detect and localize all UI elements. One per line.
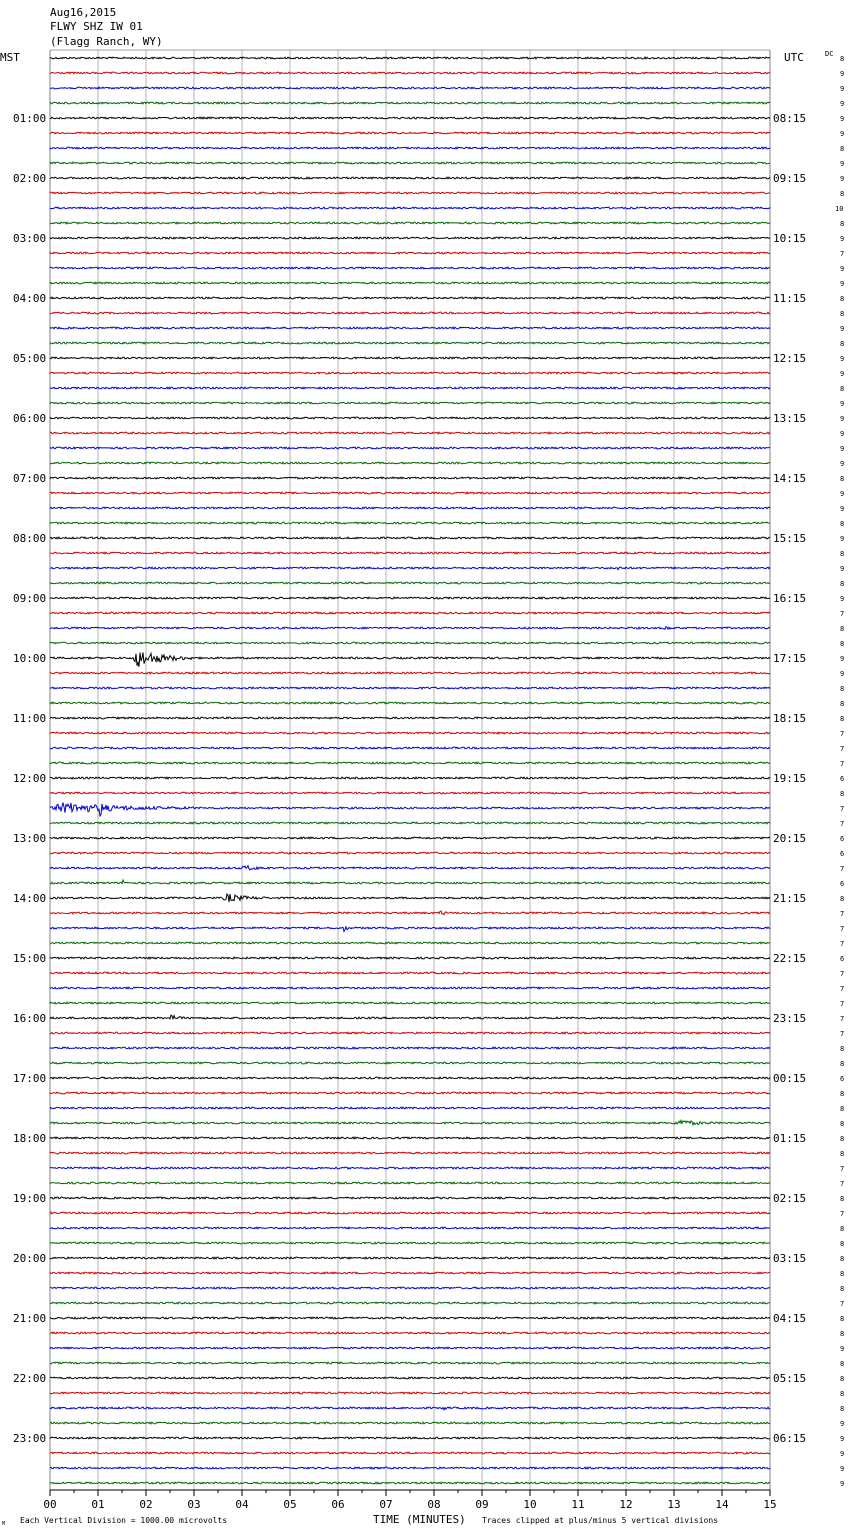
trace-line xyxy=(50,894,770,902)
trace-line xyxy=(50,222,770,224)
trace-line xyxy=(50,1152,770,1154)
trace-line xyxy=(50,57,770,59)
dc-value: 9 xyxy=(840,115,845,123)
dc-value: 7 xyxy=(840,1180,845,1188)
dc-value: 7 xyxy=(840,940,845,948)
dc-value: 7 xyxy=(840,1165,845,1173)
x-tick-label: 08 xyxy=(427,1498,441,1511)
dc-value: 8 xyxy=(840,145,845,153)
dc-value: 6 xyxy=(840,835,845,843)
trace-line xyxy=(50,387,770,389)
dc-value: 8 xyxy=(840,1315,845,1323)
hour-label-left: 08:00 xyxy=(13,532,47,545)
trace-line xyxy=(50,1452,770,1454)
trace-line xyxy=(50,837,770,839)
dc-value: 8 xyxy=(840,520,845,528)
trace-line xyxy=(50,1167,770,1169)
dc-value: 8 xyxy=(840,1135,845,1143)
trace-line xyxy=(50,672,770,674)
dc-value: 9 xyxy=(840,160,845,168)
hour-label-right: 22:15 xyxy=(773,952,807,965)
dc-value: 9 xyxy=(840,175,845,183)
dc-value: 8 xyxy=(840,190,845,198)
trace-line xyxy=(50,880,770,884)
hour-label-left: 07:00 xyxy=(13,472,47,485)
trace-line xyxy=(50,1377,770,1379)
hour-label-right: 19:15 xyxy=(773,772,807,785)
dc-value: 8 xyxy=(840,625,845,633)
trace-line xyxy=(50,866,770,870)
dc-value: 6 xyxy=(840,850,845,858)
hour-label-left: 01:00 xyxy=(13,112,47,125)
hour-label-right: 14:15 xyxy=(773,472,807,485)
dc-value: 7 xyxy=(840,730,845,738)
dc-value: 8 xyxy=(840,295,845,303)
trace-line xyxy=(50,1197,770,1199)
dc-value: 8 xyxy=(840,340,845,348)
date-label: Aug16,2015 xyxy=(50,6,117,19)
trace-line xyxy=(50,72,770,74)
station-label: FLWY SHZ IW 01 xyxy=(50,20,143,33)
hour-label-right: 11:15 xyxy=(773,292,807,305)
dc-value: 9 xyxy=(840,1450,845,1458)
trace-line xyxy=(50,492,770,494)
trace-line xyxy=(50,297,770,299)
dc-value: 9 xyxy=(840,655,845,663)
trace-line xyxy=(50,162,770,164)
dc-value: 7 xyxy=(840,1015,845,1023)
x-tick-label: 06 xyxy=(331,1498,345,1511)
trace-line xyxy=(50,642,770,644)
dc-value: 7 xyxy=(840,250,845,258)
dc-value: 9 xyxy=(840,400,845,408)
x-tick-label: 10 xyxy=(523,1498,537,1511)
dc-value: 8 xyxy=(840,1390,845,1398)
trace-line xyxy=(50,687,770,689)
trace-line xyxy=(50,1077,770,1079)
trace-line xyxy=(50,402,770,404)
x-tick-label: 13 xyxy=(667,1498,681,1511)
trace-line xyxy=(50,1362,770,1364)
dc-value: 9 xyxy=(840,70,845,78)
hour-label-right: 12:15 xyxy=(773,352,807,365)
x-tick-label: 03 xyxy=(187,1498,201,1511)
hour-label-left: 13:00 xyxy=(13,832,47,845)
hour-label-left: 20:00 xyxy=(13,1252,47,1265)
dc-value: 6 xyxy=(840,880,845,888)
trace-line xyxy=(50,1272,770,1274)
hour-label-left: 18:00 xyxy=(13,1132,47,1145)
dc-value: 7 xyxy=(840,610,845,618)
dc-value: 8 xyxy=(840,685,845,693)
hour-label-left: 19:00 xyxy=(13,1192,47,1205)
x-tick-label: 15 xyxy=(763,1498,777,1511)
dc-value: 8 xyxy=(840,1105,845,1113)
x-tick-label: 14 xyxy=(715,1498,729,1511)
trace-line xyxy=(50,803,770,816)
x-tick-label: 12 xyxy=(619,1498,633,1511)
trace-line xyxy=(50,1422,770,1424)
dc-value: 8 xyxy=(840,55,845,63)
trace-line xyxy=(50,822,770,824)
hour-label-left: 12:00 xyxy=(13,772,47,785)
trace-line xyxy=(50,1482,770,1484)
trace-line xyxy=(50,462,770,464)
hour-label-left: 14:00 xyxy=(13,892,47,905)
x-tick-label: 04 xyxy=(235,1498,249,1511)
dc-value: 7 xyxy=(840,1300,845,1308)
trace-line xyxy=(50,567,770,570)
hour-label-left: 15:00 xyxy=(13,952,47,965)
trace-line xyxy=(50,432,770,434)
trace-line xyxy=(50,552,770,554)
trace-line xyxy=(50,762,770,764)
trace-line xyxy=(50,1107,770,1109)
dc-value: 8 xyxy=(840,1195,845,1203)
trace-line xyxy=(50,1332,770,1334)
dc-value: 8 xyxy=(840,1225,845,1233)
hour-label-left: 02:00 xyxy=(13,172,47,185)
trace-layer xyxy=(50,57,770,1484)
trace-line xyxy=(50,477,770,479)
trace-line xyxy=(50,177,770,179)
corner-mark: M xyxy=(2,1521,6,1527)
trace-line xyxy=(50,1092,770,1094)
trace-line xyxy=(50,1467,770,1469)
hour-label-left: 17:00 xyxy=(13,1072,47,1085)
location-label: (Flagg Ranch, WY) xyxy=(50,35,163,48)
hour-label-right: 05:15 xyxy=(773,1372,807,1385)
dc-value: 8 xyxy=(840,790,845,798)
trace-line xyxy=(50,102,770,104)
trace-line xyxy=(50,1287,770,1289)
trace-line xyxy=(50,1182,770,1184)
dc-value: 9 xyxy=(840,1420,845,1428)
trace-line xyxy=(50,312,770,314)
hour-label-right: 16:15 xyxy=(773,592,807,605)
x-tick-label: 01 xyxy=(91,1498,105,1511)
x-axis xyxy=(43,1490,776,1511)
trace-line xyxy=(50,717,770,719)
dc-value: 8 xyxy=(840,580,845,588)
hour-label-right: 04:15 xyxy=(773,1312,807,1325)
dc-value: 9 xyxy=(840,325,845,333)
trace-line xyxy=(50,1212,770,1214)
trace-line xyxy=(50,1347,770,1349)
hour-label-left: 09:00 xyxy=(13,592,47,605)
clip-note: Traces clipped at plus/minus 5 vertical divisions xyxy=(482,1516,719,1525)
hour-label-left: 04:00 xyxy=(13,292,47,305)
x-tick-label: 09 xyxy=(475,1498,489,1511)
dc-value: 9 xyxy=(840,100,845,108)
hour-label-right: 00:15 xyxy=(773,1072,807,1085)
dc-value: 9 xyxy=(840,85,845,93)
trace-line xyxy=(50,1257,770,1259)
trace-line xyxy=(50,117,770,119)
dc-value: 9 xyxy=(840,130,845,138)
trace-line xyxy=(50,1227,770,1229)
dc-value: 8 xyxy=(840,1375,845,1383)
trace-line xyxy=(50,957,770,959)
trace-line xyxy=(50,1062,770,1064)
x-tick-label: 02 xyxy=(139,1498,153,1511)
dc-value: 9 xyxy=(840,670,845,678)
dc-value: 8 xyxy=(840,1240,845,1248)
dc-value: 8 xyxy=(840,1285,845,1293)
dc-value: 9 xyxy=(840,1345,845,1353)
trace-line xyxy=(50,792,770,794)
trace-line xyxy=(50,87,770,89)
scale-note: Each Vertical Division = 1000.00 microvolts xyxy=(20,1516,228,1525)
trace-line xyxy=(50,207,770,209)
dc-value: 8 xyxy=(840,220,845,228)
dc-value: 8 xyxy=(840,1405,845,1413)
hour-label-right: 20:15 xyxy=(773,832,807,845)
dc-value: 8 xyxy=(840,1150,845,1158)
dc-value: 8 xyxy=(840,1255,845,1263)
trace-line xyxy=(50,627,770,630)
trace-line xyxy=(50,417,770,419)
dc-value: 9 xyxy=(840,430,845,438)
dc-value: 7 xyxy=(840,985,845,993)
trace-line xyxy=(50,1317,770,1319)
dc-value: 8 xyxy=(840,715,845,723)
trace-line xyxy=(50,972,770,974)
trace-line xyxy=(50,252,770,254)
dc-value: 8 xyxy=(840,1120,845,1128)
trace-line xyxy=(50,237,770,239)
trace-line xyxy=(50,1407,770,1410)
dc-value: 8 xyxy=(840,550,845,558)
hour-label-right: 17:15 xyxy=(773,652,807,665)
dc-value: 8 xyxy=(840,1360,845,1368)
trace-line xyxy=(50,1392,770,1394)
dc-value: 7 xyxy=(840,1000,845,1008)
hour-label-left: 22:00 xyxy=(13,1372,47,1385)
hour-label-left: 03:00 xyxy=(13,232,47,245)
trace-line xyxy=(50,1137,770,1139)
dc-value: 9 xyxy=(840,490,845,498)
hour-label-left: 10:00 xyxy=(13,652,47,665)
dc-value: 7 xyxy=(840,1210,845,1218)
trace-line xyxy=(50,597,770,599)
hour-label-right: 06:15 xyxy=(773,1432,807,1445)
trace-line xyxy=(50,447,770,449)
dc-value: 9 xyxy=(840,535,845,543)
trace-line xyxy=(50,747,770,749)
trace-line xyxy=(50,1002,770,1004)
trace-line xyxy=(50,732,770,734)
dc-value: 8 xyxy=(840,310,845,318)
hour-label-right: 03:15 xyxy=(773,1252,807,1265)
trace-line xyxy=(50,777,770,779)
dc-value: 9 xyxy=(840,235,845,243)
x-tick-label: 00 xyxy=(43,1498,57,1511)
hour-label-right: 09:15 xyxy=(773,172,807,185)
trace-line xyxy=(50,342,770,344)
trace-line xyxy=(50,192,770,194)
trace-line xyxy=(50,132,770,134)
dc-value: 9 xyxy=(840,565,845,573)
trace-line xyxy=(50,522,770,524)
dc-value: 7 xyxy=(840,1030,845,1038)
dc-value: 7 xyxy=(840,910,845,918)
dc-value: 6 xyxy=(840,955,845,963)
trace-line xyxy=(50,327,770,329)
hour-label-right: 15:15 xyxy=(773,532,807,545)
hour-label-left: 21:00 xyxy=(13,1312,47,1325)
dc-value: 8 xyxy=(840,1045,845,1053)
hour-label-left: 16:00 xyxy=(13,1012,47,1025)
dc-value: 9 xyxy=(840,445,845,453)
dc-value: 7 xyxy=(840,760,845,768)
dc-value: 7 xyxy=(840,970,845,978)
dc-value: 7 xyxy=(840,865,845,873)
right-timezone-label: UTC xyxy=(784,51,804,64)
dc-value: 8 xyxy=(840,1270,845,1278)
dc-value: 9 xyxy=(840,370,845,378)
hour-label-right: 21:15 xyxy=(773,892,807,905)
hour-label-right: 10:15 xyxy=(773,232,807,245)
x-tick-label: 11 xyxy=(571,1498,585,1511)
dc-value: 8 xyxy=(840,895,845,903)
dc-value: 8 xyxy=(840,1090,845,1098)
trace-line xyxy=(50,1437,770,1439)
dc-value: 8 xyxy=(840,1330,845,1338)
trace-line xyxy=(50,1015,770,1019)
dc-value: 8 xyxy=(840,385,845,393)
dc-value: 10 xyxy=(835,205,844,213)
trace-line xyxy=(50,652,770,666)
dc-value: 9 xyxy=(840,1435,845,1443)
dc-value: 8 xyxy=(840,700,845,708)
x-tick-label: 07 xyxy=(379,1498,393,1511)
trace-line xyxy=(50,1242,770,1244)
dc-value: 7 xyxy=(840,745,845,753)
trace-line xyxy=(50,507,770,509)
dc-value: 7 xyxy=(840,805,845,813)
left-timezone-label: MST xyxy=(0,51,20,64)
trace-line xyxy=(50,927,770,932)
trace-line xyxy=(50,1032,770,1034)
dc-value: 6 xyxy=(840,1075,845,1083)
trace-line xyxy=(50,1047,770,1049)
hour-label-right: 08:15 xyxy=(773,112,807,125)
dc-value: 9 xyxy=(840,1480,845,1488)
dc-value: 9 xyxy=(840,415,845,423)
trace-line xyxy=(50,357,770,359)
hour-label-right: 23:15 xyxy=(773,1012,807,1025)
x-axis-label: TIME (MINUTES) xyxy=(373,1513,466,1526)
trace-line xyxy=(50,987,770,989)
dc-value: 7 xyxy=(840,925,845,933)
trace-line xyxy=(50,1302,770,1304)
hour-label-right: 18:15 xyxy=(773,712,807,725)
dc-value: 9 xyxy=(840,505,845,513)
dc-value: 9 xyxy=(840,1465,845,1473)
trace-line xyxy=(50,372,770,374)
trace-line xyxy=(50,702,770,704)
dc-value: 9 xyxy=(840,265,845,273)
trace-line xyxy=(50,1120,770,1125)
trace-line xyxy=(50,282,770,284)
dc-value: 9 xyxy=(840,460,845,468)
hour-label-left: 11:00 xyxy=(13,712,47,725)
dc-value: 8 xyxy=(840,475,845,483)
dc-value: 7 xyxy=(840,820,845,828)
dc-value: 8 xyxy=(840,640,845,648)
hour-label-right: 02:15 xyxy=(773,1192,807,1205)
trace-line xyxy=(50,852,770,854)
hour-label-left: 06:00 xyxy=(13,412,47,425)
trace-line xyxy=(50,582,770,584)
trace-line xyxy=(50,267,770,269)
dc-label: DC xyxy=(825,50,834,58)
hour-label-right: 13:15 xyxy=(773,412,807,425)
trace-line xyxy=(50,537,770,539)
dc-value: 9 xyxy=(840,595,845,603)
trace-line xyxy=(50,612,770,614)
hour-label-right: 01:15 xyxy=(773,1132,807,1145)
hour-label-left: 05:00 xyxy=(13,352,47,365)
hour-label-left: 23:00 xyxy=(13,1432,47,1445)
dc-value: 9 xyxy=(840,355,845,363)
dc-value: 6 xyxy=(840,775,845,783)
trace-line xyxy=(50,942,770,944)
x-tick-label: 05 xyxy=(283,1498,297,1511)
trace-line xyxy=(50,911,770,915)
trace-line xyxy=(50,147,770,149)
dc-value: 8 xyxy=(840,1060,845,1068)
dc-value: 9 xyxy=(840,280,845,288)
